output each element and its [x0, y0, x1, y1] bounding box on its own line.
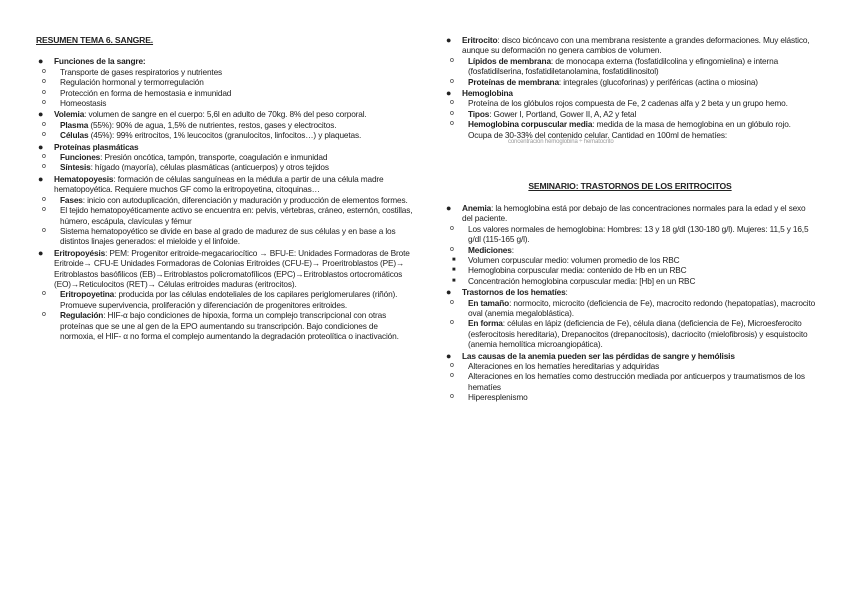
item-heading: Eritrocito: [462, 35, 498, 45]
circle-bullet-icon: o: [450, 319, 454, 327]
item-text: : medida de la masa de hemoglobina en un glóbulo rojo. Ocupa de 30-33% del contenido celular. Cantidad en 100ml de hematíes:: [468, 119, 791, 140]
circle-bullet-icon: o: [42, 78, 46, 86]
item-text: : Gower I, Portland, Gower II, A, A2 y fetal: [489, 108, 637, 119]
list-item: [444, 245, 816, 255]
list-item: [36, 109, 414, 119]
list-item: [444, 98, 816, 108]
item-heading: Funciones: [60, 152, 101, 163]
list-item: [36, 162, 414, 172]
list-item: [444, 224, 816, 245]
circle-bullet-icon: o: [42, 226, 46, 234]
item-heading: Proteínas de membrana: [468, 76, 559, 87]
right-top-list: [444, 35, 816, 140]
item-text: Alteraciones en los hematíes como destrucción mediada por anticuerpos y traumatismos de los hematíes: [468, 371, 805, 392]
item-heading: Eritropoyésis: [54, 247, 106, 258]
list-item: [36, 152, 414, 162]
list-item: [36, 67, 414, 77]
document-title: RESUMEN TEMA 6. SANGRE.: [36, 35, 154, 45]
item-heading: Eritropoyetina: [60, 289, 115, 300]
item-text: Homeostasis: [60, 98, 107, 109]
left-list: [36, 56, 414, 341]
list-item: [36, 130, 414, 140]
list-item: [444, 298, 816, 319]
circle-bullet-icon: o: [42, 163, 46, 171]
item-heading: Síntesis: [60, 162, 91, 173]
item-text: (55%): 90% de agua, 1,5% de nutrientes, restos, gases y electrocitos.: [88, 119, 337, 130]
bullet-icon: ●: [446, 88, 452, 99]
circle-bullet-icon: o: [450, 224, 454, 232]
item-heading: Volemia: [54, 109, 85, 120]
item-text: : hígado (mayoría), células plasmáticas (anticuerpos) y otros tejidos: [90, 162, 329, 173]
item-text: : disco bicóncavo con una membrana resistente a grandes deformaciones. Muy elástico, aunque su deformación no genera cambios de volumen.: [462, 35, 810, 56]
item-text: : formación de células sanguíneas en la médula a partir de una célula madre hematopoyética. Requiere muchos GF como la eritropoyetina, citoquinas…: [54, 173, 384, 195]
list-item: [444, 371, 816, 392]
list-item: [36, 174, 414, 195]
list-item: [444, 35, 816, 56]
item-text: : Presión oncótica, tampón, transporte, coagulación e inmunidad: [100, 152, 328, 163]
item-text: Regulación hormonal y termorregulación: [60, 77, 204, 88]
item-heading: Hematopoyesis: [54, 173, 114, 184]
right-column: [444, 0, 816, 403]
list-item: [444, 287, 816, 297]
list-item: [36, 142, 414, 152]
item-text: Hiperesplenismo: [468, 392, 528, 403]
item-heading: Las causas de la anemia pueden ser las pérdidas de sangre y hemólisis: [462, 350, 735, 361]
item-text: Volumen corpuscular medio: volumen promedio de los RBC: [468, 254, 680, 265]
seminar-title: SEMINARIO: TRASTORNOS DE LOS ERITROCITOS: [528, 181, 732, 192]
item-heading: En tamaño: [468, 297, 510, 308]
item-text: : integrales (glucoforinas) y periféricas (actina o miosina): [558, 76, 758, 87]
bullet-icon: ●: [38, 247, 44, 258]
item-heading: Fases: [60, 194, 83, 205]
item-text: : de monocapa externa (fosfatidilcolina y efingomielina) e interna (fosfatidilserina, fosfatidiletanolamina, fosfatidilinositol): [468, 55, 779, 77]
item-heading: Hemoglobina: [462, 88, 513, 99]
list-item: [36, 120, 414, 130]
bullet-icon: ●: [38, 173, 44, 184]
item-heading: Mediciones: [468, 244, 512, 255]
item-text: : células en lápiz (deficiencia de Fe), célula diana (deficiencia de Fe), Microesferocito (esferocitosis hereditaria), Drepanocitos (drepanocitosis), dacriocito (mielofibrosis) y esquistocito (anemia hemolítica microangiopática).: [468, 318, 808, 350]
item-heading: Funciones de la sangre:: [54, 56, 146, 67]
item-heading: Tipos: [468, 108, 490, 119]
circle-bullet-icon: o: [450, 372, 454, 380]
item-heading: En forma: [468, 318, 503, 329]
list-item: [36, 56, 414, 66]
circle-bullet-icon: o: [450, 77, 454, 85]
square-bullet-icon: ■: [452, 256, 456, 263]
item-text: Concentración hemoglobina corpuscular media: [Hb] en un RBC: [468, 275, 696, 286]
circle-bullet-icon: o: [450, 298, 454, 306]
list-item: [444, 265, 816, 275]
list-item: [444, 119, 816, 140]
list-item: [36, 226, 414, 247]
circle-bullet-icon: o: [450, 109, 454, 117]
list-item: [444, 109, 816, 119]
item-text: : la hemoglobina está por debajo de las concentraciones normales para la edad y el sexo del paciente.: [462, 202, 806, 224]
item-text: Sistema hematopoyético se divide en base al grado de madurez de sus células y en base a los distintos linajes generados: el mieloide y el linfoide.: [60, 225, 396, 247]
item-text: El tejido hematopoyéticamente activo se encuentra en: pelvis, vértebras, cráneo, esternón, costillas, húmero, escápula, clavículas y fémur: [60, 205, 413, 226]
circle-bullet-icon: o: [42, 153, 46, 161]
list-item: [444, 351, 816, 361]
square-bullet-icon: ■: [452, 277, 456, 284]
circle-bullet-icon: o: [450, 245, 454, 253]
bullet-icon: ●: [446, 350, 452, 361]
left-column: [36, 0, 414, 341]
bullet-icon: ●: [38, 56, 44, 67]
list-item: [36, 310, 414, 341]
list-item: [444, 77, 816, 87]
item-text: Protección en forma de hemostasia e inmunidad: [60, 87, 232, 98]
item-text: Alteraciones en los hematíes hereditarias y adquiridas: [468, 360, 660, 371]
circle-bullet-icon: o: [42, 206, 46, 214]
circle-bullet-icon: o: [42, 131, 46, 139]
circle-bullet-icon: o: [42, 67, 46, 75]
item-text: : producida por las células endoteliales de los capilares periglomerulares (riñón). Promueve supervivencia, proliferación y diferenciación de progenitores eritroides.: [60, 289, 398, 310]
list-item: [36, 98, 414, 108]
list-item: [444, 203, 816, 224]
circle-bullet-icon: o: [450, 120, 454, 128]
item-heading: Proteínas plasmáticas: [54, 141, 139, 152]
bullet-icon: ●: [38, 141, 44, 152]
list-item: [36, 195, 414, 205]
list-item: [444, 318, 816, 349]
item-text: Proteína de los glóbulos rojos compuesta de Fe, 2 cadenas alfa y 2 beta y un grupo hemo.: [468, 98, 788, 109]
bullet-icon: ●: [446, 287, 452, 298]
circle-bullet-icon: o: [450, 56, 454, 64]
item-heading: Trastornos de los hematíes: [462, 287, 566, 298]
item-text: (45%): 99% eritrocitos, 1% leucocitos (granulocitos, linfocitos…) y plaquetas.: [88, 130, 362, 141]
list-item: [444, 255, 816, 265]
bullet-icon: ●: [446, 202, 452, 213]
list-item: [444, 392, 816, 402]
circle-bullet-icon: o: [450, 393, 454, 401]
bullet-icon: ●: [38, 109, 44, 120]
item-heading: Anemia: [462, 202, 492, 213]
list-item: [36, 205, 414, 226]
square-bullet-icon: ■: [452, 267, 456, 274]
list-item: [444, 361, 816, 371]
blurred-formula: concentración hemoglobina ÷ hematocrito: [508, 139, 614, 146]
bullet-icon: ●: [446, 35, 452, 45]
list-item: [36, 77, 414, 87]
circle-bullet-icon: o: [42, 311, 46, 319]
item-text: Hemoglobina corpuscular media: contenido de Hb en un RBC: [468, 265, 687, 276]
item-text: : HIF-α bajo condiciones de hipoxia, forma un complejo transcripcional con otras proteínas que se une al gen de la EPO aumentando su transcripción. Bajo condiciones de normoxia, el HIF- α no forma el complejo aumentando la degradación proteolítica o inactivación.: [60, 310, 399, 341]
item-heading: Células: [60, 130, 89, 141]
item-text: : inicio con autoduplicación, diferenciación y maduración y producción de elementos formes.: [82, 194, 408, 205]
item-text: : volumen de sangre en el cuerpo: 5,6l en adulto de 70kg. 8% del peso corporal.: [84, 109, 367, 120]
item-text: Transporte de gases respiratorios y nutrientes: [60, 66, 223, 77]
circle-bullet-icon: o: [42, 195, 46, 203]
item-text: :: [565, 287, 568, 298]
item-heading: Hemoglobina corpuscular media: [468, 119, 593, 130]
list-item: [36, 289, 414, 310]
item-heading: Lípidos de membrana: [468, 55, 551, 66]
item-text: Los valores normales de hemoglobina: Hombres: 13 y 18 g/dl (130-180 g/l). Mujeres: 11,5 y 16,5 g/dl (115-165 g/l).: [468, 223, 809, 245]
circle-bullet-icon: o: [42, 120, 46, 128]
list-item: [444, 56, 816, 77]
circle-bullet-icon: o: [42, 290, 46, 298]
list-item: [444, 276, 816, 286]
list-item: [444, 88, 816, 98]
circle-bullet-icon: o: [42, 88, 46, 96]
right-bottom-list: [444, 203, 816, 403]
item-heading: Plasma: [60, 119, 89, 130]
item-text: : normocito, microcito (deficiencia de Fe), macrocito redondo (hepatopatías), macrocito oval (anemia megaloblástica).: [468, 297, 816, 318]
formula-area: [444, 139, 816, 149]
list-item: [36, 88, 414, 98]
item-text: : PEM: Progenitor eritroide-megacariocítico → BFU-E: Unidades Formadoras de Brote Eritroide→ CFU-E Unidades Formadoras de Colonias Eritroides (CFU-E)→ Proeritroblastos (PE)→ Eritroblastos basófilicos (EB)→Eritroblastos policromatofílicos (EPC)→Eritroblastos ortocromáticos (EO)→Reticulocitos (RET)→ Células eritroides maduras (eritrocitos).: [54, 247, 410, 289]
circle-bullet-icon: o: [450, 361, 454, 369]
list-item: [36, 248, 414, 290]
item-text: :: [511, 244, 514, 255]
item-heading: Regulación: [60, 310, 104, 321]
circle-bullet-icon: o: [42, 99, 46, 107]
circle-bullet-icon: o: [450, 99, 454, 107]
